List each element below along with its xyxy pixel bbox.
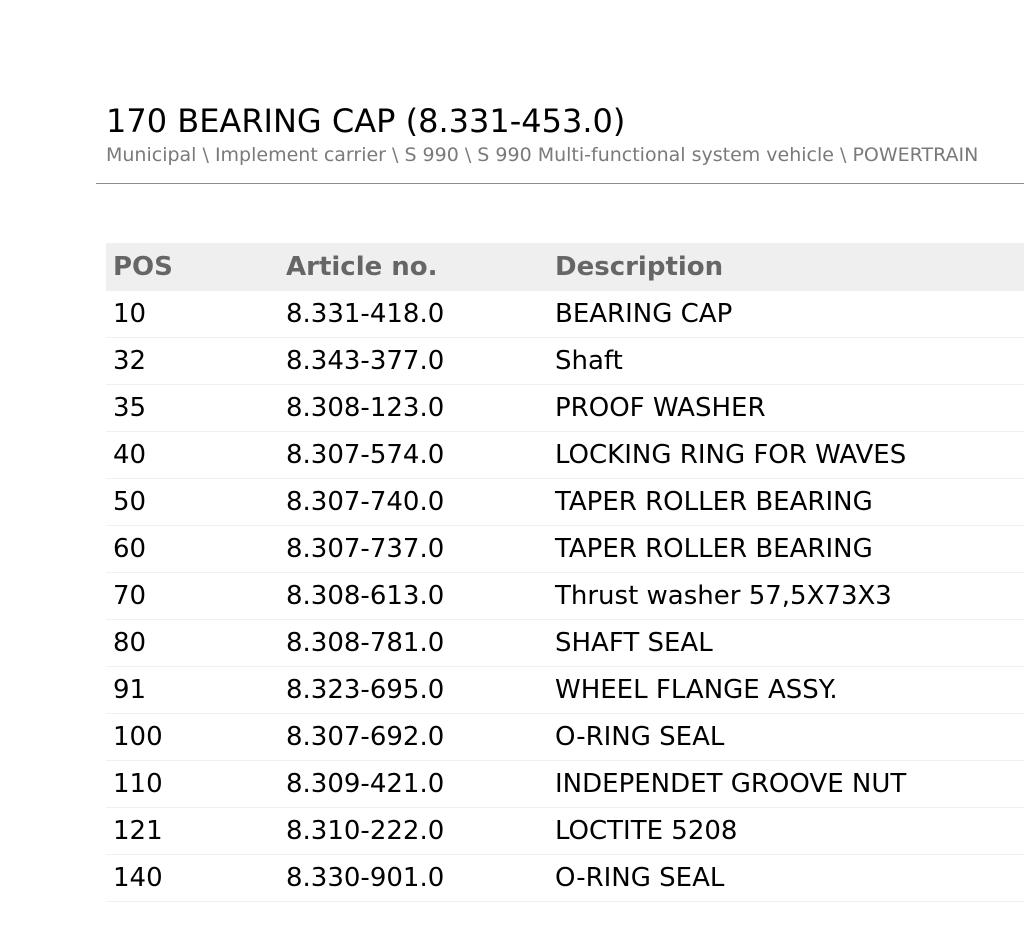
table-row	[106, 808, 1024, 855]
cell-description: BEARING CAP	[548, 291, 1024, 338]
page-title: 170 BEARING CAP (8.331-453.0)	[106, 102, 626, 140]
cell-article: 8.308-613.0	[279, 573, 548, 620]
table-row	[106, 291, 1024, 338]
cell-article: 8.307-574.0	[279, 432, 548, 479]
cell-description: WHEEL FLANGE ASSY.	[548, 667, 1024, 714]
cell-article: 8.343-377.0	[279, 338, 548, 385]
cell-description: LOCTITE 5208	[548, 808, 1024, 855]
cell-description: LOCKING RING FOR WAVES	[548, 432, 1024, 479]
cell-article: 8.308-123.0	[279, 385, 548, 432]
table-row	[106, 667, 1024, 714]
table-row	[106, 714, 1024, 761]
table-row	[106, 855, 1024, 902]
header-divider	[96, 183, 1024, 184]
table-row	[106, 761, 1024, 808]
cell-pos: 40	[106, 432, 279, 479]
parts-table	[106, 243, 1024, 902]
table-row	[106, 620, 1024, 667]
cell-article: 8.323-695.0	[279, 667, 548, 714]
cell-pos: 110	[106, 761, 279, 808]
cell-description: O-RING SEAL	[548, 714, 1024, 761]
cell-description: PROOF WASHER	[548, 385, 1024, 432]
cell-pos: 32	[106, 338, 279, 385]
cell-article: 8.309-421.0	[279, 761, 548, 808]
cell-description: Shaft	[548, 338, 1024, 385]
table-row	[106, 479, 1024, 526]
cell-pos: 50	[106, 479, 279, 526]
table-header-row	[106, 243, 1024, 291]
column-header-pos: POS	[106, 243, 279, 291]
cell-description: SHAFT SEAL	[548, 620, 1024, 667]
table-row	[106, 385, 1024, 432]
cell-article: 8.307-737.0	[279, 526, 548, 573]
cell-pos: 60	[106, 526, 279, 573]
breadcrumb: Municipal \ Implement carrier \ S 990 \ S 990 Multi-functional system vehicle \ POWERTRAIN	[106, 144, 979, 166]
cell-pos: 100	[106, 714, 279, 761]
cell-article: 8.310-222.0	[279, 808, 548, 855]
cell-description: TAPER ROLLER BEARING	[548, 479, 1024, 526]
cell-article: 8.331-418.0	[279, 291, 548, 338]
column-header-article: Article no.	[279, 243, 548, 291]
table-row	[106, 338, 1024, 385]
cell-article: 8.307-740.0	[279, 479, 548, 526]
cell-pos: 70	[106, 573, 279, 620]
cell-description: O-RING SEAL	[548, 855, 1024, 902]
cell-pos: 91	[106, 667, 279, 714]
cell-article: 8.308-781.0	[279, 620, 548, 667]
cell-description: TAPER ROLLER BEARING	[548, 526, 1024, 573]
cell-description: INDEPENDET GROOVE NUT	[548, 761, 1024, 808]
table-row	[106, 573, 1024, 620]
cell-article: 8.307-692.0	[279, 714, 548, 761]
column-header-description: Description	[548, 243, 1024, 291]
cell-pos: 10	[106, 291, 279, 338]
cell-pos: 121	[106, 808, 279, 855]
cell-description: Thrust washer 57,5X73X3	[548, 573, 1024, 620]
table-row	[106, 526, 1024, 573]
table-row	[106, 432, 1024, 479]
cell-pos: 80	[106, 620, 279, 667]
cell-pos: 35	[106, 385, 279, 432]
cell-pos: 140	[106, 855, 279, 902]
cell-article: 8.330-901.0	[279, 855, 548, 902]
page-header	[106, 101, 1024, 167]
